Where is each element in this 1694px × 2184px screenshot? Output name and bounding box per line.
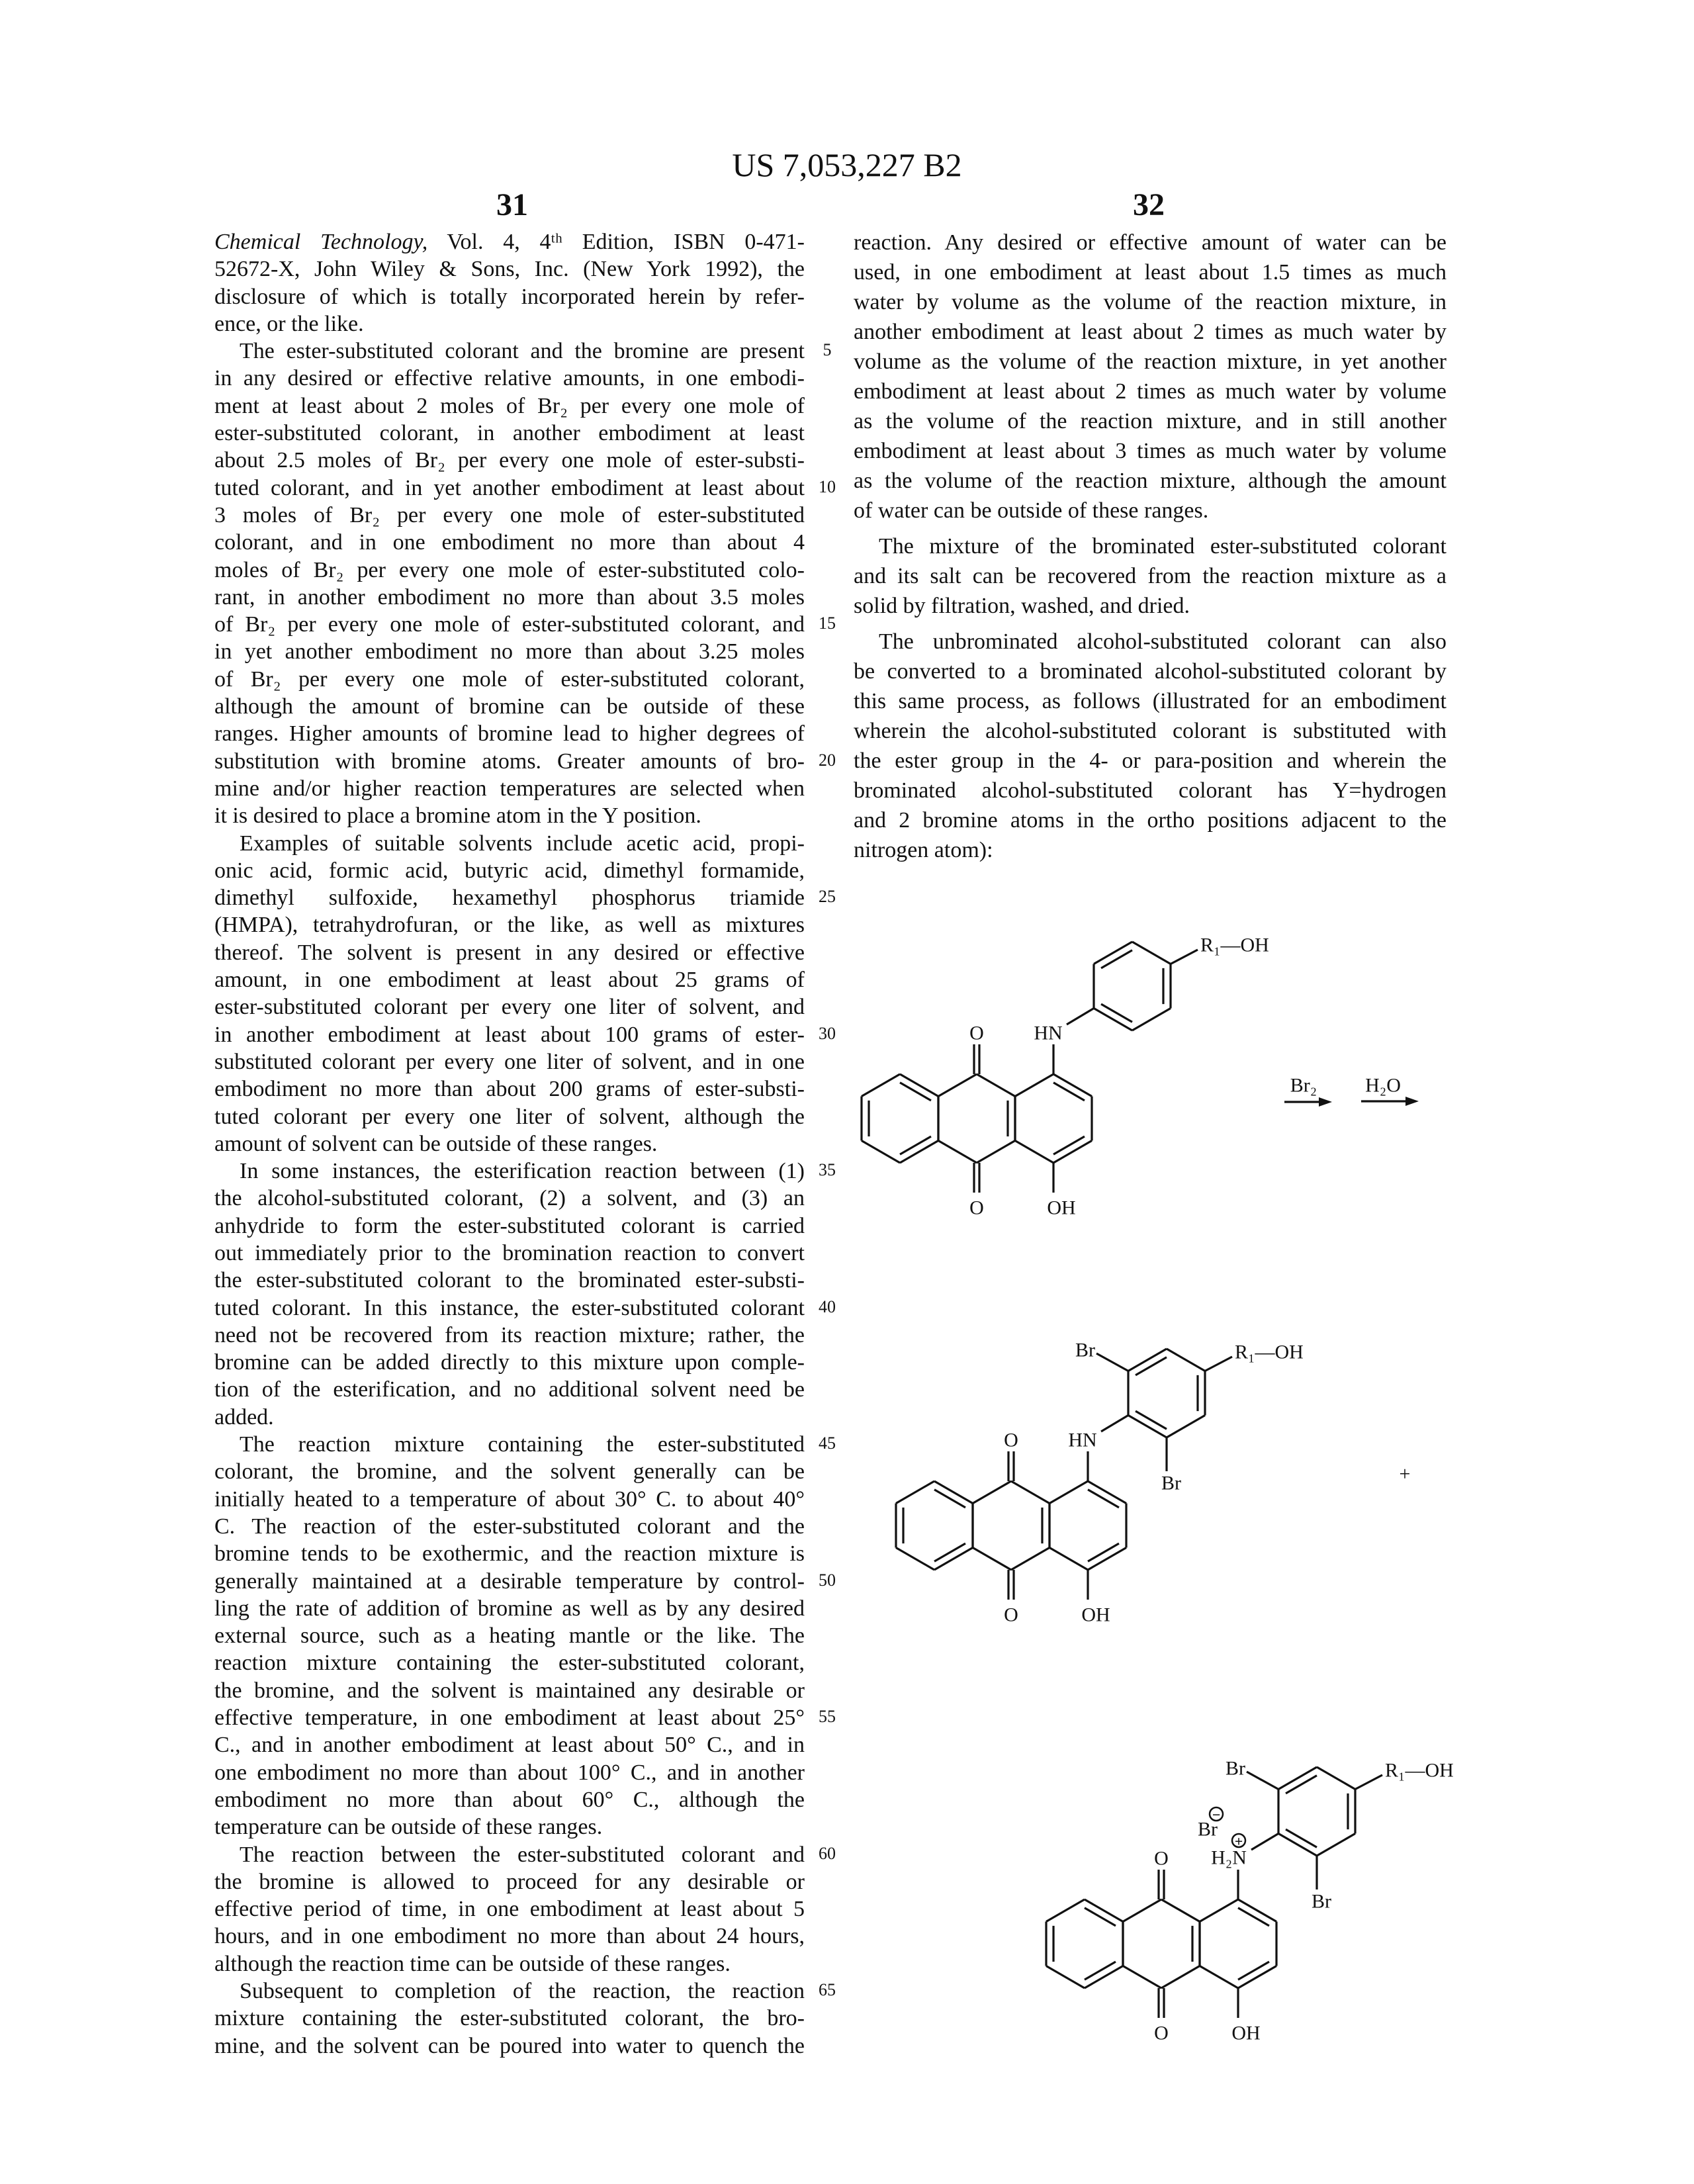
anthraquinone-right-ring-double-bond — [1053, 1083, 1085, 1101]
anthraquinone-left-ring-double-bond — [934, 1543, 965, 1561]
phenyl-ring-bond — [1132, 1009, 1171, 1031]
text-line: temperature can be outside of these ranges. — [214, 1813, 805, 1841]
text-line: this same process, as follows (illustrated for an embodiment — [854, 686, 1447, 716]
text-line: the ester-substituted colorant to the brominated ester-substi- — [214, 1267, 805, 1294]
text-line: ment at least about 2 moles of Br₂ per every one mole of — [214, 392, 805, 420]
text-line: as the volume of the reaction mixture, although the amount — [854, 466, 1447, 496]
text-line: need not be recovered from its reaction mixture; rather, the — [214, 1322, 805, 1349]
text-line: C. The reaction of the ester-substituted colorant and the — [214, 1513, 805, 1540]
bromo-label: Br — [1312, 1891, 1331, 1913]
anthraquinone-middle-ring-bond — [973, 1481, 1011, 1504]
hydroxyl-label: OH — [1047, 1197, 1075, 1219]
text-line: as the volume of the reaction mixture, and in still another — [854, 406, 1447, 436]
anthraquinone-right-ring-double-bond — [1088, 1490, 1119, 1508]
r1-hydroxyl-label: R₁—OH — [1200, 934, 1269, 956]
text-line: volume as the volume of the reaction mixture, in yet another — [854, 347, 1447, 377]
line-number: 5 — [815, 340, 839, 360]
text-line: amount of solvent can be outside of these ranges. — [214, 1130, 805, 1158]
line-number: 20 — [815, 751, 839, 770]
text-line: although the reaction time can be outside of these ranges. — [214, 1950, 805, 1978]
line-number: 15 — [815, 614, 839, 633]
text-line: brominated alcohol-substituted colorant has Y=hydrogen — [854, 776, 1447, 805]
r1-hydroxyl-label: R₁—OH — [1385, 1760, 1454, 1782]
text-line: ranges. Higher amounts of bromine lead to higher degrees of — [214, 720, 805, 747]
line-number: 10 — [815, 477, 839, 497]
anthraquinone-left-ring-double-bond — [1085, 1908, 1116, 1926]
line-number: 50 — [815, 1570, 839, 1590]
text-line: C., and in another embodiment at least about 50° C., and in — [214, 1731, 805, 1758]
text-line: Subsequent to completion of the reaction, the reaction — [214, 1978, 805, 2005]
anthraquinone-middle-ring-bond — [938, 1141, 977, 1163]
anthraquinone-left-ring-bond — [862, 1141, 900, 1163]
text-line: embodiment no more than about 200 grams of ester-substi- — [214, 1075, 805, 1103]
text-line: embodiment no more than about 60° C., although the — [214, 1786, 805, 1813]
text-line: amount, in one embodiment at least about 25 grams of — [214, 966, 805, 993]
r1-hydroxyl-label: R₁—OH — [1235, 1342, 1304, 1363]
italic-title: Chemical Technology, — [214, 230, 427, 254]
line-number: 55 — [815, 1707, 839, 1727]
bromo-bond — [1247, 1772, 1278, 1790]
anthraquinone-right-ring-double-bond — [1053, 1136, 1085, 1154]
water-reagent-label: H₂O — [1365, 1075, 1401, 1097]
text-line: embodiment at least about 2 times as much water by volume — [854, 377, 1447, 406]
phenyl-ring-double-bond — [1136, 1357, 1167, 1375]
text-line: tuted colorant, and in yet another embodiment at least about — [214, 475, 805, 502]
phenyl-ring-double-bond — [1101, 1004, 1132, 1022]
anthraquinone-left-ring-double-bond — [900, 1136, 931, 1154]
ammonium-label: H₂N — [1211, 1847, 1247, 1869]
text-line: Examples of suitable solvents include acetic acid, propi- — [214, 830, 805, 857]
text-line: In some instances, the esterification reaction between (1) — [214, 1158, 805, 1185]
carbonyl-oxygen-label: O — [1004, 1430, 1018, 1451]
phenyl-ring-bond — [1317, 1767, 1355, 1790]
text-line: ence, or the like. — [214, 310, 805, 338]
text-line: generally maintained at a desirable temperature by control- — [214, 1568, 805, 1595]
bromo-bond — [1096, 1353, 1128, 1371]
text-line: (HMPA), tetrahydrofuran, or the like, as well as mixtures — [214, 911, 805, 938]
text-line: bromine can be added directly to this mixture upon comple- — [214, 1349, 805, 1376]
anthraquinone-middle-ring-bond — [938, 1074, 977, 1097]
anthraquinone-left-ring-double-bond — [900, 1083, 931, 1101]
text-line: substitution with bromine atoms. Greater amounts of bro- — [214, 748, 805, 775]
text-line: added. — [214, 1404, 805, 1431]
text-line: mine, and the solvent can be poured into water to quench the — [214, 2032, 805, 2060]
text-line: out immediately prior to the bromination reaction to convert — [214, 1240, 805, 1267]
anthraquinone-middle-ring-bond — [977, 1141, 1015, 1163]
plus-sign: + — [1400, 1463, 1411, 1485]
reaction-arrow-1-head — [1319, 1097, 1332, 1107]
text-line: and 2 bromine atoms in the ortho positions adjacent to the — [854, 805, 1447, 835]
r1-bond — [1171, 950, 1198, 964]
line-number: 60 — [815, 1844, 839, 1864]
text-line: 3 moles of Br₂ per every one mole of ester-substituted — [214, 502, 805, 529]
text-line: used, in one embodiment at least about 1.5 times as much — [854, 257, 1447, 287]
text-line: mine and/or higher reaction temperatures are selected when — [214, 775, 805, 802]
text-line: anhydride to form the ester-substituted colorant is carried — [214, 1212, 805, 1240]
bromine-reagent-label: Br₂ — [1290, 1075, 1317, 1097]
amine-label: HN — [1034, 1023, 1062, 1044]
text-line: dimethyl sulfoxide, hexamethyl phosphorus triamide — [214, 884, 805, 911]
text-line: The reaction mixture containing the ester-substituted — [214, 1431, 805, 1458]
text-line: tuted colorant per every one liter of solvent, although the — [214, 1103, 805, 1130]
anthraquinone-right-ring-double-bond — [1088, 1543, 1119, 1561]
text-line: ester-substituted colorant per every one liter of solvent, and — [214, 993, 805, 1021]
anthraquinone-left-ring-bond — [896, 1548, 934, 1570]
text-line: the bromine is allowed to proceed for any desirable or — [214, 1868, 805, 1895]
text-line: substituted colorant per every one liter of solvent, and in one — [214, 1048, 805, 1075]
text-line: water by volume as the volume of the reaction mixture, in — [854, 287, 1447, 317]
bromo-label: Br — [1161, 1473, 1181, 1494]
patent-number: US 7,053,227 B2 — [0, 146, 1694, 184]
text-line: be converted to a brominated alcohol-substituted colorant by — [854, 657, 1447, 686]
text-line: colorant, the bromine, and the solvent generally can be — [214, 1458, 805, 1485]
line-number: 30 — [815, 1024, 839, 1044]
text-line: it is desired to place a bromine atom in the Y position. — [214, 802, 805, 829]
anthraquinone-left-ring-bond — [862, 1074, 900, 1097]
anthraquinone-middle-ring-bond — [1123, 1899, 1161, 1922]
anthraquinone-middle-ring-bond — [1011, 1548, 1049, 1570]
bromo-label: Br — [1075, 1340, 1095, 1361]
r1-bond — [1205, 1357, 1232, 1371]
text-line: initially heated to a temperature of about 30° C. to about 40° — [214, 1486, 805, 1513]
text-line: in another embodiment at least about 100 grams of ester- — [214, 1021, 805, 1048]
bromo-label: Br — [1226, 1758, 1245, 1780]
anthraquinone-right-ring-bond — [1200, 1899, 1238, 1922]
phenyl-ring-double-bond — [1286, 1829, 1317, 1847]
positive-charge-symbol: + — [1235, 1833, 1243, 1850]
text-line: embodiment at least about 3 times as much water by volume — [854, 436, 1447, 466]
line-number: 35 — [815, 1160, 839, 1180]
text-run: Vol. 4, 4ᵗʰ Edition, ISBN 0-471- — [427, 230, 805, 254]
text-line: colorant, and in one embodiment no more than about 4 — [214, 529, 805, 556]
text-line: 52672-X, John Wiley & Sons, Inc. (New York 1992), the — [214, 255, 805, 283]
line-number: 65 — [815, 1980, 839, 2000]
text-line: in yet another embodiment no more than about 3.25 moles — [214, 638, 805, 665]
text-line: disclosure of which is totally incorporated herein by refer- — [214, 283, 805, 310]
amine-phenyl-bond — [1067, 1009, 1094, 1025]
text-line: The reaction between the ester-substituted colorant and — [214, 1841, 805, 1868]
amine-phenyl-bond — [1251, 1834, 1278, 1850]
phenyl-ring-double-bond — [1101, 950, 1132, 968]
text-line: external source, such as a heating mantle or the like. The — [214, 1622, 805, 1649]
text-line: bromine tends to be exothermic, and the reaction mixture is — [214, 1540, 805, 1567]
anthraquinone-middle-ring-bond — [1161, 1966, 1200, 1989]
text-line: onic acid, formic acid, butyric acid, dimethyl formamide, — [214, 857, 805, 884]
line-number: 40 — [815, 1297, 839, 1317]
line-number: 25 — [815, 887, 839, 907]
text-line: the bromine, and the solvent is maintained any desirable or — [214, 1677, 805, 1704]
text-line: mixture containing the ester-substituted colorant, the bro- — [214, 2005, 805, 2032]
text-line: effective temperature, in one embodiment at least about 25° — [214, 1704, 805, 1731]
text-line: of water can be outside of these ranges. — [854, 496, 1447, 525]
text-line: The ester-substituted colorant and the bromine are present — [214, 338, 805, 365]
text-line: although the amount of bromine can be outside of these — [214, 693, 805, 720]
line-number: 45 — [815, 1433, 839, 1453]
anthraquinone-middle-ring-bond — [1161, 1899, 1200, 1922]
phenyl-ring-double-bond — [1136, 1411, 1167, 1429]
text-line: nitrogen atom): — [854, 835, 1447, 865]
carbonyl-oxygen-label: O — [969, 1197, 984, 1219]
anthraquinone-right-ring-bond — [1049, 1481, 1088, 1504]
amine-phenyl-bond — [1101, 1416, 1128, 1432]
text-line: one embodiment no more than about 100° C., and in another — [214, 1759, 805, 1786]
text-line: rant, in another embodiment no more than about 3.5 moles — [214, 584, 805, 611]
carbonyl-oxygen-label: O — [1004, 1604, 1018, 1626]
text-line: and its salt can be recovered from the reaction mixture as a — [854, 561, 1447, 591]
text-line: tuted colorant. In this instance, the ester-substituted colorant — [214, 1295, 805, 1322]
anthraquinone-right-ring-bond — [1200, 1966, 1238, 1989]
anthraquinone-left-ring-bond — [1046, 1899, 1085, 1922]
text-line: the alcohol-substituted colorant, (2) a solvent, and (3) an — [214, 1185, 805, 1212]
anthraquinone-left-ring-double-bond — [934, 1490, 965, 1508]
column-number-left: 31 — [472, 187, 552, 223]
negative-charge-symbol: − — [1212, 1807, 1221, 1823]
carbonyl-oxygen-label: O — [969, 1023, 984, 1044]
reaction-arrow-2-head — [1405, 1097, 1419, 1106]
text-line: in any desired or effective relative amounts, in one embodi- — [214, 365, 805, 392]
anthraquinone-right-ring-double-bond — [1238, 1908, 1269, 1926]
text-line: reaction mixture containing the ester-substituted colorant, — [214, 1649, 805, 1676]
anthraquinone-left-ring-bond — [896, 1481, 934, 1504]
text-line: of Br₂ per every one mole of ester-substituted colorant, — [214, 666, 805, 693]
phenyl-ring-bond — [1167, 1416, 1205, 1438]
text-line: The mixture of the brominated ester-substituted colorant — [854, 531, 1447, 561]
text-line: thereof. The solvent is present in any desired or effective — [214, 939, 805, 966]
reaction-scheme — [0, 0, 1694, 2184]
carbonyl-oxygen-label: O — [1154, 1848, 1169, 1870]
text-line: ester-substituted colorant, in another embodiment at least — [214, 420, 805, 447]
text-line: of Br₂ per every one mole of ester-substituted colorant, and — [214, 611, 805, 638]
r1-bond — [1355, 1775, 1382, 1790]
text-line: about 2.5 moles of Br₂ per every one mole of ester-substi- — [214, 447, 805, 474]
anthraquinone-middle-ring-bond — [1011, 1481, 1049, 1504]
anthraquinone-left-ring-double-bond — [1085, 1962, 1116, 1979]
phenyl-ring-bond — [1167, 1349, 1205, 1371]
carbonyl-oxygen-label: O — [1154, 2023, 1169, 2044]
anthraquinone-middle-ring-bond — [973, 1548, 1011, 1570]
text-line: wherein the alcohol-substituted colorant is substituted with — [854, 716, 1447, 746]
phenyl-ring-double-bond — [1286, 1776, 1317, 1794]
text-line: The unbrominated alcohol-substituted colorant can also — [854, 627, 1447, 657]
anthraquinone-right-ring-double-bond — [1238, 1962, 1269, 1979]
anthraquinone-right-ring-bond — [1015, 1074, 1053, 1097]
phenyl-ring-bond — [1132, 942, 1171, 964]
text-line: tion of the esterification, and no additional solvent need be — [214, 1376, 805, 1403]
amine-label: HN — [1068, 1430, 1096, 1451]
anthraquinone-middle-ring-bond — [977, 1074, 1015, 1097]
anthraquinone-right-ring-bond — [1015, 1141, 1053, 1163]
anthraquinone-right-ring-bond — [1049, 1548, 1088, 1570]
text-line: ling the rate of addition of bromine as well as by any desired — [214, 1595, 805, 1622]
anthraquinone-left-ring-bond — [1046, 1966, 1085, 1989]
text-line: solid by filtration, washed, and dried. — [854, 591, 1447, 621]
hydroxyl-label: OH — [1231, 2023, 1260, 2044]
phenyl-ring-bond — [1317, 1834, 1355, 1856]
bromide-counterion-label: Br — [1198, 1819, 1218, 1841]
text-line: effective period of time, in one embodiment at least about 5 — [214, 1895, 805, 1923]
text-line: moles of Br₂ per every one mole of ester-substituted colo- — [214, 557, 805, 584]
anthraquinone-middle-ring-bond — [1123, 1966, 1161, 1989]
text-line: reaction. Any desired or effective amount of water can be — [854, 228, 1447, 257]
hydroxyl-label: OH — [1081, 1604, 1110, 1626]
text-line: hours, and in one embodiment no more than about 24 hours, — [214, 1923, 805, 1950]
text-line: the ester group in the 4- or para-position and wherein the — [854, 746, 1447, 776]
column-number-right: 32 — [1109, 187, 1188, 223]
text-line: another embodiment at least about 2 times as much water by — [854, 317, 1447, 347]
